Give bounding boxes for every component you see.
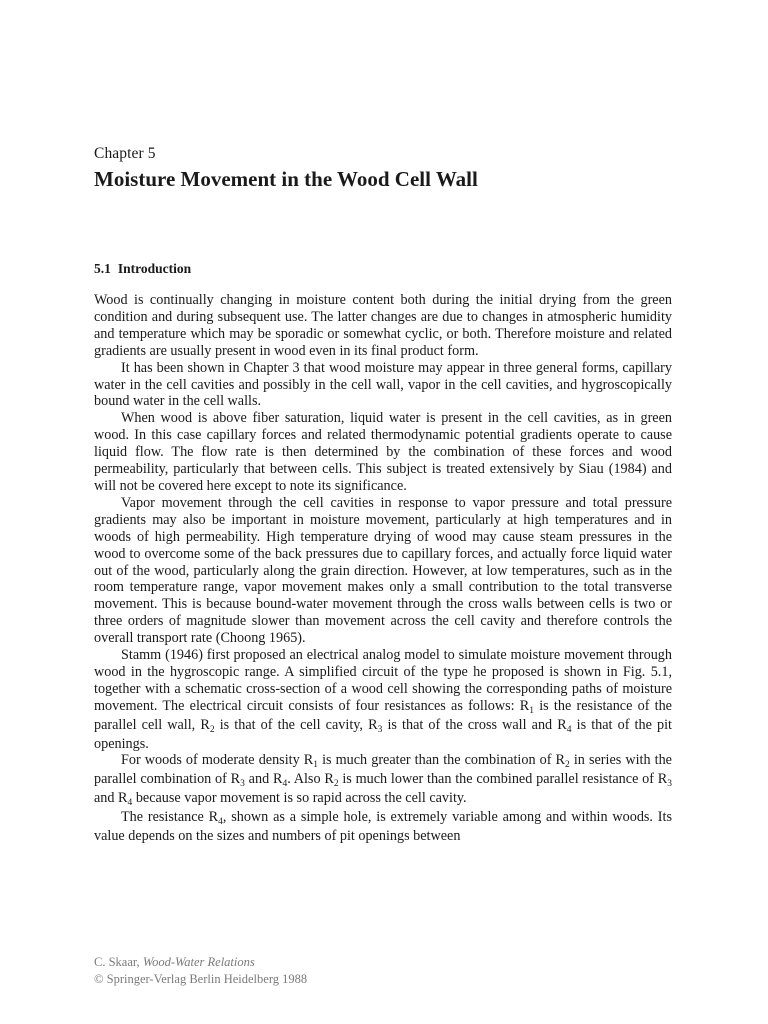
resistance-subscript: 1: [529, 705, 535, 716]
paragraph-7: [94, 809, 672, 845]
section-title: Introduction: [117, 261, 192, 276]
footer-copyright: © Springer-Verlag Berlin Heidelberg 1988: [94, 972, 308, 986]
paragraph-4: Vapor movement through the cell cavities in response to vapor pressure and total pressure gradients may also be important in moisture movement, particularly at high temperatures and in woods of high permeability. High temperature drying of wood may cause steam pressures in the wood to overcome some of the back pressures due to capillary forces, and actually force liquid water out of the wood, particularly along the grain direction. However, at low temperatures, such as in the room temperature range, vapor movement makes only a small contribution to the total transverse movement. This is because bound-water movement through the cross walls between cells is two or three orders of magnitude slower than movement across the cell cavity and therefore controls the overall transport rate (Choong 1965).: [94, 494, 672, 647]
paragraph-5: [94, 647, 672, 752]
text-run: is much lower than the combined parallel resistance of: [338, 771, 658, 788]
text-run: Stamm (1946) first proposed an electrical analog model to simulate moisture movement through wood in the hygroscopic range. A simplified circuit of the type he proposed is shown in Fig. 5.1, together with a schematic cross-section of a wood cell showing the corresponding paths of moisture movement. The electrical circuit consists of four resistances as follows:: [94, 647, 672, 714]
resistance-symbol: R: [368, 716, 378, 733]
page: [94, 0, 672, 1024]
resistance-subscript: 2: [565, 760, 570, 771]
text-run: is much greater than the combination of: [317, 752, 556, 769]
text-run: is that of the pit openings.: [94, 716, 672, 752]
resistance-subscript: 3: [240, 779, 245, 790]
resistance-symbol: R: [208, 809, 219, 826]
paragraph-1: Wood is continually changing in moisture content both during the initial drying from the green condition and during subsequent use. The latter changes are due to changes in atmospheric humidity and temperature which may be sporadic or somewhat cyclic, or both. Therefore moisture and related gradients are usually present in wood even in its final product form.: [94, 292, 672, 359]
paragraph-6: [94, 752, 672, 809]
resistance-subscript: 1: [313, 760, 318, 771]
footer-citation: [94, 954, 307, 971]
resistance-symbol: R: [272, 771, 283, 788]
text-run: and: [244, 771, 273, 788]
text-run: is the resistance of the parallel cell wall,: [94, 697, 672, 733]
text-run: because vapor movement is so rapid across the cell cavity.: [132, 790, 467, 807]
text-run: . Also: [287, 771, 325, 788]
resistance-subscript: 4: [127, 798, 133, 809]
text-run: For woods of moderate density: [121, 752, 304, 769]
text-run: in series with the parallel combination of: [94, 752, 672, 788]
resistance-subscript: 4: [566, 724, 572, 735]
section-number: 5.1: [94, 261, 111, 276]
text-run: The resistance: [121, 809, 209, 826]
footer-book-title: Wood-Water Relations: [142, 955, 255, 969]
text-run: and: [94, 790, 119, 807]
paragraph-3: When wood is above fiber saturation, liquid water is present in the cell cavities, as in green wood. In this case capillary forces and related thermodynamic potential gradients operate to cause liquid flow. The flow rate is then determined by the combination of these forces and wood permeability, particularly that between cells. This subject is treated extensively by Siau (1984) and will not be covered here except to note its significance.: [94, 410, 672, 494]
section-heading: [94, 261, 191, 277]
footer-author: C. Skaar,: [94, 955, 143, 969]
resistance-subscript: 2: [209, 724, 215, 735]
resistance-symbol: R: [324, 771, 334, 788]
paragraph-2: It has been shown in Chapter 3 that wood moisture may appear in three general forms, capillary water in the cell cavities and possibly in the cell wall, vapor in the cell cavities, and hygroscopically bound water in the cell walls.: [94, 359, 672, 410]
resistance-subscript: 3: [667, 779, 672, 790]
resistance-symbol: R: [303, 752, 314, 769]
resistance-subscript: 4: [218, 817, 223, 828]
resistance-symbol: R: [557, 716, 567, 733]
text-run: , shown as a simple hole, is extremely variable among and within woods. Its value depends on the sizes and numbers of pit openings between: [94, 809, 672, 845]
body-text: [94, 292, 672, 845]
chapter-title: Moisture Movement in the Wood Cell Wall: [94, 167, 478, 191]
resistance-symbol: R: [519, 697, 530, 714]
resistance-subscript: 2: [333, 779, 339, 790]
resistance-subscript: 3: [377, 724, 383, 735]
chapter-label: Chapter 5: [94, 145, 156, 162]
resistance-symbol: R: [200, 716, 210, 733]
resistance-subscript: 4: [282, 779, 288, 790]
resistance-symbol: R: [555, 752, 565, 769]
footer: [94, 954, 307, 988]
resistance-symbol: R: [230, 771, 241, 788]
resistance-symbol: R: [657, 771, 668, 788]
text-run: is that of the cell cavity,: [214, 716, 369, 733]
text-run: is that of the cross wall and: [382, 716, 558, 733]
resistance-symbol: R: [118, 790, 128, 807]
